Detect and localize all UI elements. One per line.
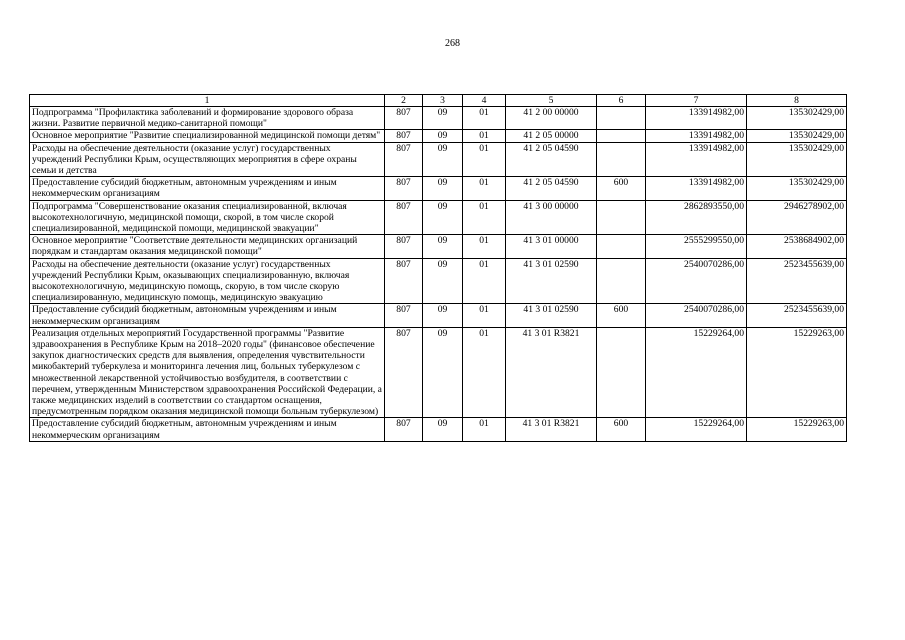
row-amount-2: 135302429,00	[747, 107, 847, 130]
column-header: 6	[597, 95, 646, 107]
row-grbs: 807	[385, 327, 423, 418]
column-header: 5	[506, 95, 597, 107]
row-vr	[597, 142, 646, 177]
row-rz: 09	[423, 235, 463, 258]
row-pr: 01	[463, 235, 506, 258]
row-name: Предоставление субсидий бюджетным, автономным учреждениям и иным некоммерческим организациям	[30, 177, 385, 200]
table-row	[30, 327, 847, 418]
column-header: 8	[747, 95, 847, 107]
row-amount-1: 15229264,00	[646, 418, 747, 441]
row-rz: 09	[423, 177, 463, 200]
column-header: 1	[30, 95, 385, 107]
row-grbs: 807	[385, 142, 423, 177]
row-csr: 41 3 01 00000	[506, 235, 597, 258]
row-name: Расходы на обеспечение деятельности (оказание услуг) государственных учреждений Республики Крым, осуществляющих мероприятия в сфере охраны семьи и детства	[30, 142, 385, 177]
row-pr: 01	[463, 327, 506, 418]
table-row	[30, 258, 847, 304]
row-vr	[597, 107, 646, 130]
row-name: Основное мероприятие "Развитие специализированной медицинской помощи детям"	[30, 130, 385, 142]
row-pr: 01	[463, 258, 506, 304]
row-pr: 01	[463, 304, 506, 327]
row-vr: 600	[597, 418, 646, 441]
table-row	[30, 130, 847, 142]
row-name: Основное мероприятие "Соответствие деятельности медицинских организаций порядкам и стандартам оказания медицинской помощи"	[30, 235, 385, 258]
row-csr: 41 2 05 04590	[506, 177, 597, 200]
row-grbs: 807	[385, 177, 423, 200]
row-csr: 41 2 00 00000	[506, 107, 597, 130]
row-amount-2: 135302429,00	[747, 130, 847, 142]
row-csr: 41 3 00 00000	[506, 200, 597, 235]
column-header: 7	[646, 95, 747, 107]
row-amount-1: 2555299550,00	[646, 235, 747, 258]
row-csr: 41 3 01 R3821	[506, 418, 597, 441]
row-amount-1: 133914982,00	[646, 177, 747, 200]
row-rz: 09	[423, 258, 463, 304]
budget-table	[29, 94, 847, 442]
row-vr	[597, 130, 646, 142]
row-amount-1: 2862893550,00	[646, 200, 747, 235]
table-row	[30, 418, 847, 441]
row-amount-1: 133914982,00	[646, 142, 747, 177]
row-csr: 41 3 01 02590	[506, 304, 597, 327]
row-amount-2: 2946278902,00	[747, 200, 847, 235]
row-amount-2: 135302429,00	[747, 177, 847, 200]
row-pr: 01	[463, 142, 506, 177]
row-rz: 09	[423, 418, 463, 441]
row-amount-2: 15229263,00	[747, 418, 847, 441]
row-name: Реализация отдельных мероприятий Государственной программы "Развитие здравоохранения в Республике Крым на 2018–2020 годы" (финансовое обеспечение закупок диагностических средств для выявления, определения чувствительности микобактерий туберкулеза и мониторинга лечения лиц, больных туберкулезом с множественной лекарственной устойчивостью возбудителя, в соответствии с перечнем, утвержденным Министерством здравоохранения Российской Федерации, а также медицинских изделий в соответствии со стандартом оснащения, предусмотренным порядком оказания медицинской помощи больным туберкулезом)	[30, 327, 385, 418]
row-pr: 01	[463, 130, 506, 142]
table-row	[30, 107, 847, 130]
header-row	[30, 95, 847, 107]
row-amount-2: 135302429,00	[747, 142, 847, 177]
row-grbs: 807	[385, 130, 423, 142]
row-vr: 600	[597, 177, 646, 200]
row-vr: 600	[597, 304, 646, 327]
row-name: Предоставление субсидий бюджетным, автономным учреждениям и иным некоммерческим организациям	[30, 304, 385, 327]
row-amount-2: 2523455639,00	[747, 258, 847, 304]
table-row	[30, 177, 847, 200]
row-vr	[597, 327, 646, 418]
row-csr: 41 2 05 04590	[506, 142, 597, 177]
row-grbs: 807	[385, 200, 423, 235]
row-name: Предоставление субсидий бюджетным, автономным учреждениям и иным некоммерческим организациям	[30, 418, 385, 441]
row-rz: 09	[423, 304, 463, 327]
row-grbs: 807	[385, 304, 423, 327]
row-pr: 01	[463, 107, 506, 130]
row-amount-1: 15229264,00	[646, 327, 747, 418]
row-grbs: 807	[385, 258, 423, 304]
row-amount-1: 133914982,00	[646, 130, 747, 142]
row-name: Подпрограмма "Профилактика заболеваний и формирование здорового образа жизни. Развитие первичной медико-санитарной помощи"	[30, 107, 385, 130]
column-header: 4	[463, 95, 506, 107]
row-rz: 09	[423, 142, 463, 177]
row-amount-1: 2540070286,00	[646, 304, 747, 327]
row-rz: 09	[423, 200, 463, 235]
row-rz: 09	[423, 327, 463, 418]
row-amount-2: 2538684902,00	[747, 235, 847, 258]
row-amount-1: 2540070286,00	[646, 258, 747, 304]
row-pr: 01	[463, 418, 506, 441]
row-amount-2: 15229263,00	[747, 327, 847, 418]
table-row	[30, 235, 847, 258]
row-amount-1: 133914982,00	[646, 107, 747, 130]
row-csr: 41 2 05 00000	[506, 130, 597, 142]
row-name: Подпрограмма "Совершенствование оказания специализированной, включая высокотехнологичную, медицинской помощи, скорой, в том числе скорой специализированной, медицинской помощи, медицинской эвакуации"	[30, 200, 385, 235]
row-rz: 09	[423, 130, 463, 142]
row-vr	[597, 200, 646, 235]
row-rz: 09	[423, 107, 463, 130]
row-grbs: 807	[385, 418, 423, 441]
column-header: 3	[423, 95, 463, 107]
row-csr: 41 3 01 R3821	[506, 327, 597, 418]
row-pr: 01	[463, 200, 506, 235]
row-grbs: 807	[385, 235, 423, 258]
row-pr: 01	[463, 177, 506, 200]
table-row	[30, 200, 847, 235]
page-number: 268	[445, 38, 460, 49]
row-amount-2: 2523455639,00	[747, 304, 847, 327]
column-header: 2	[385, 95, 423, 107]
row-vr	[597, 258, 646, 304]
table-row	[30, 142, 847, 177]
row-grbs: 807	[385, 107, 423, 130]
row-csr: 41 3 01 02590	[506, 258, 597, 304]
row-name: Расходы на обеспечение деятельности (оказание услуг) государственных учреждений Республики Крым, оказывающих специализированную, включая высокотехнологичную, медицинскую помощь, скорую, в том числе скорую специализированную, медицинскую помощь, медицинскую эвакуацию	[30, 258, 385, 304]
table-row	[30, 304, 847, 327]
row-vr	[597, 235, 646, 258]
